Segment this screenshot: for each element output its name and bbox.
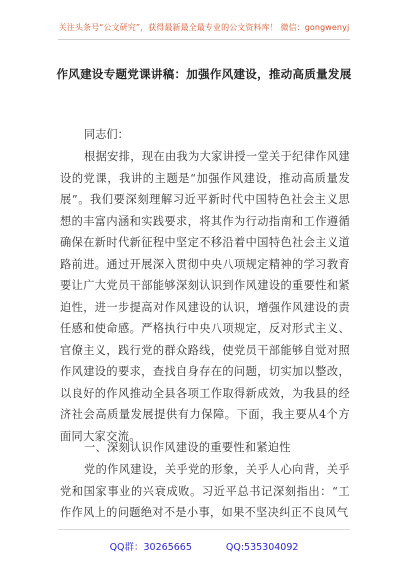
paragraph-1: 根据安排，现在由我为大家讲授一堂关于纪律作风建设的党课，我讲的主题是“加强作风建设，推动高质量发展”。我们要深刻理解习近平新时代中国特色社会主义思想的丰富内涵和实践要求，将其作为行动指南和工作遵循确保在新时代新征程中坚定不移沿着中国特色社会主义道路前进。通过开展深入贯彻中央八项规定精神的学习教育要让广大党员干部能够深刻认识到作风建设的重要性和紧迫性，进一步提高对作风建设的认识，增强作风建设的责任感和使命感。严格执行中央八项规定，反对形式主义、官僚主义，践行党的群众路线，使党员干部能够自觉对照作风建设的要求，查找自身存在的问题，切实加以整改，以良好的作风推动全县各项工作取得新成效，为我县的经济社会高质量发展提供有力保障。下面，我主要从4个方面同大家交流。 <box>60 150 350 443</box>
paragraph-2: 党的作风建设，关乎党的形象，关乎人心向背，关乎党和国家事业的兴衰成败。习近平总书记深刻指出：“工作作风上的问题绝对不是小事，如果不坚决纠正不良风气 <box>60 463 350 519</box>
section-1-heading: 一、深刻认识作风建设的重要性和紧迫性 <box>84 441 291 454</box>
footer-qq-group: QQ群：30265665 <box>109 542 192 553</box>
footer-contacts <box>0 539 408 553</box>
header-divider <box>58 39 350 40</box>
document-title: 作风建设专题党课讲稿：加强作风建设，推动高质量发展 <box>56 67 352 81</box>
footer-qq-number: QQ:535304092 <box>225 542 299 553</box>
header-banner: 关注头条号“公文研究”，获得最新最全最专业的公文资料库！ 微信：gongwenyj <box>58 23 350 32</box>
footer-divider <box>58 529 350 530</box>
greeting: 同志们： <box>84 128 129 141</box>
